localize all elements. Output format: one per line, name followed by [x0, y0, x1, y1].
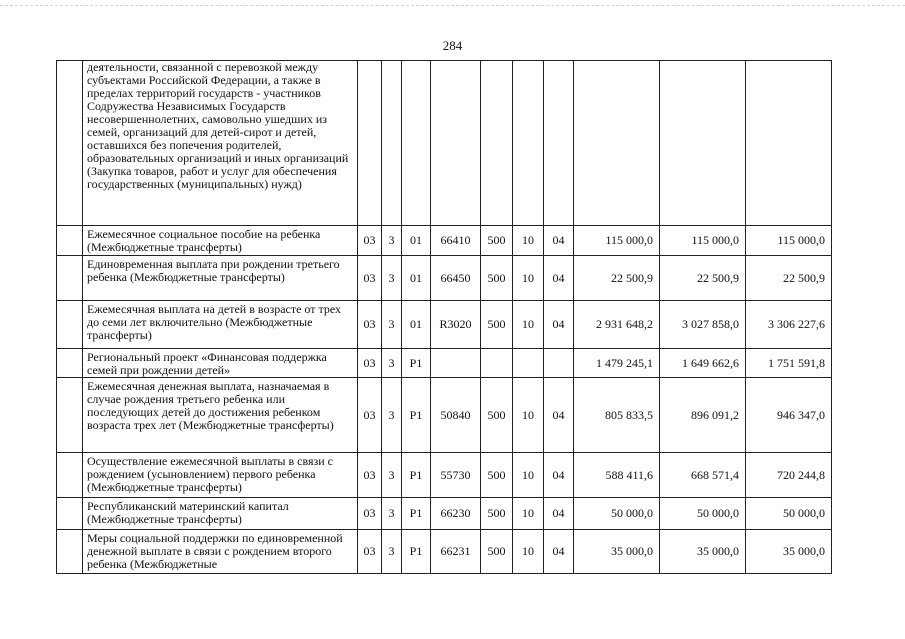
table-row [57, 453, 832, 498]
page-number: 284 [442, 38, 463, 53]
code-cell: R3020 [431, 301, 481, 349]
amount-cell: 50 000,0 [746, 498, 832, 530]
code-cell: 04 [544, 378, 574, 453]
code-cell: 04 [544, 453, 574, 498]
code-cell: 10 [513, 256, 544, 301]
code-cell: 01 [402, 301, 431, 349]
code-cell [481, 61, 513, 226]
amount-cell: 50 000,0 [660, 498, 746, 530]
table-row [57, 301, 832, 349]
code-cell: 04 [544, 226, 574, 256]
index-cell [57, 226, 83, 256]
code-cell: 3 [382, 498, 402, 530]
table-row [57, 530, 832, 574]
code-cell: 66450 [431, 256, 481, 301]
code-cell: 3 [382, 301, 402, 349]
code-cell: 3 [382, 349, 402, 378]
code-cell: 500 [481, 226, 513, 256]
code-cell: 500 [481, 530, 513, 574]
code-cell [358, 61, 382, 226]
amount-cell: 50 000,0 [574, 498, 660, 530]
code-cell: 66230 [431, 498, 481, 530]
index-cell [57, 378, 83, 453]
budget-table [56, 60, 832, 574]
code-cell: 3 [382, 378, 402, 453]
code-cell: 04 [544, 530, 574, 574]
description-cell: Региональный проект «Финансовая поддержка семей при рождении детей» [83, 349, 358, 378]
amount-cell: 720 244,8 [746, 453, 832, 498]
code-cell: 04 [544, 498, 574, 530]
description-cell: Республиканский материнский капитал (Межбюджетные трансферты) [83, 498, 358, 530]
code-cell: 03 [358, 226, 382, 256]
code-cell: 03 [358, 453, 382, 498]
code-cell: 04 [544, 301, 574, 349]
table-row [57, 498, 832, 530]
code-cell: 500 [481, 498, 513, 530]
amount-cell [574, 61, 660, 226]
description-cell: Ежемесячная выплата на детей в возрасте от трех до семи лет включительно (Межбюджетные трансферты) [83, 301, 358, 349]
code-cell: 01 [402, 226, 431, 256]
amount-cell: 946 347,0 [746, 378, 832, 453]
code-cell [513, 61, 544, 226]
description-cell: Меры социальной поддержки по единовременной денежной выплате в связи с рождением второго ребенка (Межбюджетные [83, 530, 358, 574]
index-cell [57, 530, 83, 574]
code-cell: 01 [402, 256, 431, 301]
code-cell [513, 349, 544, 378]
amount-cell: 115 000,0 [574, 226, 660, 256]
amount-cell: 3 306 227,6 [746, 301, 832, 349]
scan-top-edge [0, 5, 905, 6]
code-cell: 3 [382, 256, 402, 301]
description-cell: деятельности, связанной с перевозкой между субъектами Российской Федерации, а также в пределах территорий государств - участников Содружества Независимых Государств несовершеннолетних, самовольно ушедших из семей, организаций для детей-сирот и детей, оставшихся без попечения родителей, образовательных организаций и иных организаций (Закупка товаров, работ и услуг для обеспечения государственных (муниципальных) нужд) [83, 61, 358, 226]
description-cell: Осуществление ежемесячной выплаты в связи с рождением (усыновлением) первого ребенка (Межбюджетные трансферты) [83, 453, 358, 498]
code-cell: 55730 [431, 453, 481, 498]
table-row [57, 61, 832, 226]
amount-cell: 668 571,4 [660, 453, 746, 498]
amount-cell: 35 000,0 [746, 530, 832, 574]
code-cell [382, 61, 402, 226]
code-cell: 3 [382, 530, 402, 574]
table-row [57, 226, 832, 256]
code-cell: 10 [513, 226, 544, 256]
code-cell: 10 [513, 498, 544, 530]
amount-cell: 2 931 648,2 [574, 301, 660, 349]
code-cell: 10 [513, 301, 544, 349]
amount-cell: 22 500,9 [574, 256, 660, 301]
code-cell: 03 [358, 256, 382, 301]
code-cell: 03 [358, 530, 382, 574]
amount-cell: 115 000,0 [746, 226, 832, 256]
index-cell [57, 498, 83, 530]
index-cell [57, 349, 83, 378]
table-row [57, 256, 832, 301]
code-cell: P1 [402, 498, 431, 530]
amount-cell [660, 61, 746, 226]
amount-cell: 35 000,0 [574, 530, 660, 574]
code-cell [481, 349, 513, 378]
code-cell: 03 [358, 301, 382, 349]
amount-cell: 3 027 858,0 [660, 301, 746, 349]
code-cell: 500 [481, 378, 513, 453]
table-row [57, 378, 832, 453]
code-cell: P1 [402, 530, 431, 574]
index-cell [57, 256, 83, 301]
code-cell: 66410 [431, 226, 481, 256]
code-cell: 500 [481, 453, 513, 498]
code-cell: P1 [402, 349, 431, 378]
code-cell [402, 61, 431, 226]
amount-cell: 115 000,0 [660, 226, 746, 256]
code-cell [431, 61, 481, 226]
description-cell: Ежемесячное социальное пособие на ребенка (Межбюджетные трансферты) [83, 226, 358, 256]
code-cell: 500 [481, 256, 513, 301]
code-cell [544, 349, 574, 378]
code-cell: 3 [382, 453, 402, 498]
amount-cell [746, 61, 832, 226]
code-cell [431, 349, 481, 378]
code-cell: 03 [358, 378, 382, 453]
code-cell: 10 [513, 453, 544, 498]
code-cell: 500 [481, 301, 513, 349]
code-cell: 04 [544, 256, 574, 301]
amount-cell: 896 091,2 [660, 378, 746, 453]
code-cell: 3 [382, 226, 402, 256]
description-cell: Единовременная выплата при рождении третьего ребенка (Межбюджетные трансферты) [83, 256, 358, 301]
code-cell: 10 [513, 378, 544, 453]
index-cell [57, 61, 83, 226]
code-cell: 03 [358, 498, 382, 530]
amount-cell: 35 000,0 [660, 530, 746, 574]
code-cell: 66231 [431, 530, 481, 574]
amount-cell: 588 411,6 [574, 453, 660, 498]
amount-cell: 805 833,5 [574, 378, 660, 453]
code-cell [544, 61, 574, 226]
code-cell: 03 [358, 349, 382, 378]
amount-cell: 1 479 245,1 [574, 349, 660, 378]
index-cell [57, 301, 83, 349]
code-cell: 10 [513, 530, 544, 574]
amount-cell: 1 751 591,8 [746, 349, 832, 378]
code-cell: P1 [402, 453, 431, 498]
amount-cell: 22 500,9 [746, 256, 832, 301]
code-cell: P1 [402, 378, 431, 453]
amount-cell: 1 649 662,6 [660, 349, 746, 378]
code-cell: 50840 [431, 378, 481, 453]
table-row [57, 349, 832, 378]
description-cell: Ежемесячная денежная выплата, назначаемая в случае рождения третьего ребенка или последующих детей до достижения ребенком возраста трех лет (Межбюджетные трансферты) [83, 378, 358, 453]
amount-cell: 22 500,9 [660, 256, 746, 301]
index-cell [57, 453, 83, 498]
